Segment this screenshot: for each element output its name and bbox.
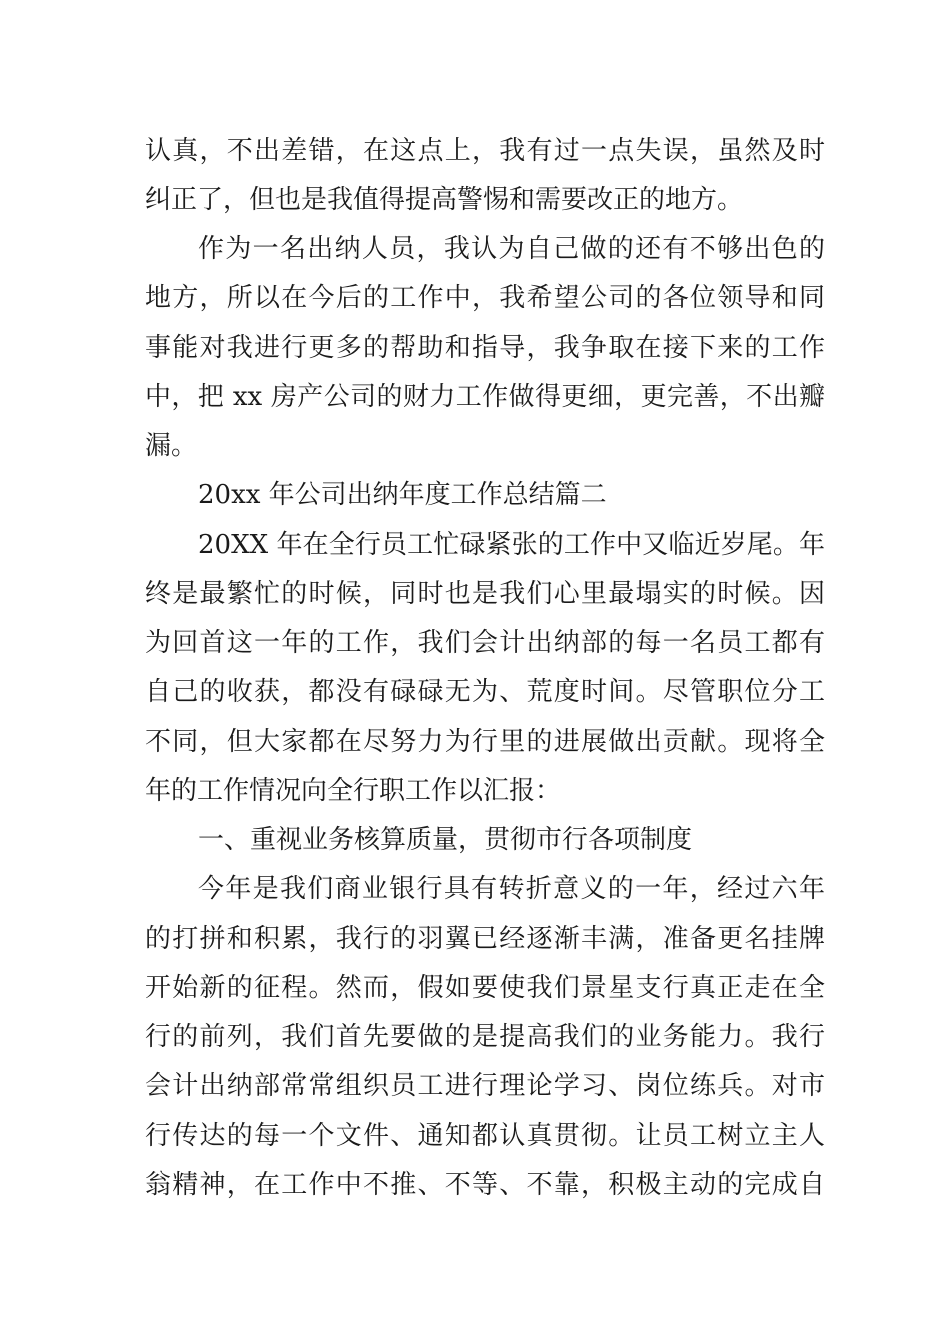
- text-line-3: 作为一名出纳人员，我认为自己做的还有不够出色的: [198, 234, 825, 264]
- text-line-12: 自己的收获，都没有碌碌无为、荒度时间。尽管职位分工: [145, 677, 825, 707]
- text-line-18: 开始新的征程。然而，假如要使我们景星支行真正走在全: [145, 973, 825, 1003]
- text-line-20: 会计出纳部常常组织员工进行理论学习、岗位练兵。对市: [145, 1071, 825, 1101]
- text-line-22: 翁精神，在工作中不推、不等、不靠，积极主动的完成自: [145, 1170, 825, 1200]
- text-line-16: 今年是我们商业银行具有转折意义的一年，经过六年: [198, 874, 825, 904]
- text-line-7: 漏。: [145, 431, 198, 461]
- text-line-9: 20XX 年在全行员工忙碌紧张的工作中又临近岁尾。年: [198, 530, 825, 560]
- text-line-4: 地方，所以在今后的工作中，我希望公司的各位领导和同: [145, 283, 825, 313]
- text-line-10: 终是最繁忙的时候，同时也是我们心里最塌实的时候。因: [145, 579, 825, 609]
- text-line-6: 中，把 xx 房产公司的财力工作做得更细，更完善，不出瓣: [145, 382, 825, 412]
- text-line-17: 的打拼和积累，我行的羽翼已经逐渐丰满，准备更名挂牌: [145, 924, 825, 954]
- text-line-14: 年的工作情况向全行职工作以汇报：: [145, 776, 562, 806]
- section-heading: 20xx 年公司出纳年度工作总结篇二: [198, 480, 607, 510]
- text-line-2: 纠正了，但也是我值得提高警惕和需要改正的地方。: [145, 185, 744, 215]
- text-line-11: 为回首这一年的工作，我们会计出纳部的每一名员工都有: [145, 628, 825, 658]
- text-line-21: 行传达的每一个文件、通知都认真贯彻。让员工树立主人: [145, 1121, 825, 1151]
- subsection-heading: 一、重视业务核算质量，贯彻市行各项制度: [198, 825, 693, 855]
- text-line-19: 行的前列，我们首先要做的是提高我们的业务能力。我行: [145, 1022, 825, 1052]
- text-line-13: 不同，但大家都在尽努力为行里的进展做出贡献。现将全: [145, 727, 825, 757]
- text-line-5: 事能对我进行更多的帮助和指导，我争取在接下来的工作: [145, 333, 825, 363]
- text-line-1: 认真，不出差错，在这点上，我有过一点失误，虽然及时: [145, 136, 825, 166]
